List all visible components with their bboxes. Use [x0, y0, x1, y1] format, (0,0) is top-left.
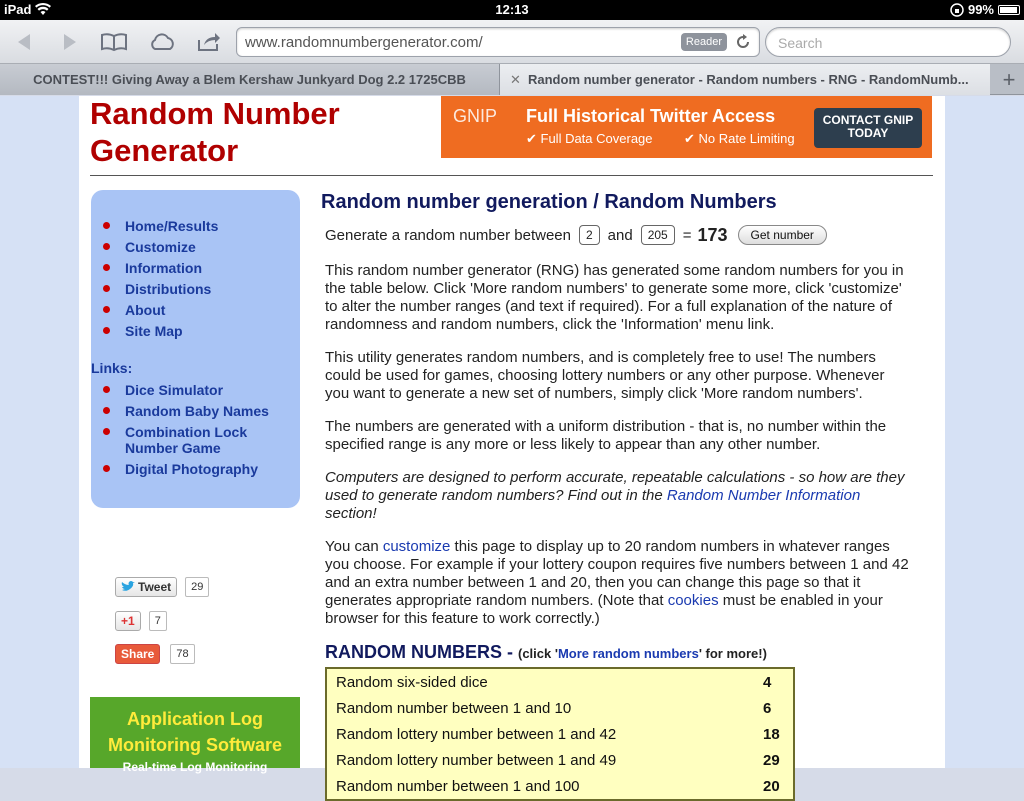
ad-feature: ✔ No Rate Limiting [684, 131, 795, 146]
share-icon[interactable] [195, 30, 223, 54]
icloud-tabs-icon[interactable] [147, 30, 177, 54]
more-random-numbers-link[interactable]: More random numbers [557, 646, 699, 661]
bookmarks-icon[interactable] [100, 30, 128, 54]
max-input[interactable]: 205 [641, 225, 675, 245]
ad-feature: ✔ Full Data Coverage [526, 131, 653, 146]
clock: 12:13 [495, 2, 529, 17]
gplus-button[interactable]: +1 [115, 611, 141, 631]
table-row: Random lottery number between 1 and 49 29 [336, 752, 780, 769]
page-title: Random number generation / Random Numbers [321, 191, 777, 213]
main-nav [91, 218, 300, 344]
random-number-information-link[interactable]: Random Number Information [666, 487, 861, 504]
tab-label: Random number generator - Random numbers - RNG - RandomNumb... [528, 72, 969, 87]
equals-label: = [682, 226, 692, 244]
link-digital-photography[interactable]: Digital Photography [91, 461, 300, 477]
tweet-widget [115, 577, 209, 597]
main-content [321, 190, 921, 801]
url-bar[interactable] [236, 27, 760, 57]
page-content [79, 96, 945, 795]
url-text: www.randomnumbergenerator.com/ [245, 34, 483, 51]
table-row: Random number between 1 and 10 6 [336, 700, 772, 717]
links-nav [91, 382, 300, 482]
table-row: Random lottery number between 1 and 42 18 [336, 726, 780, 743]
result-value: 173 [697, 224, 728, 245]
rotation-lock-icon [950, 3, 964, 17]
nav-about[interactable]: About [91, 302, 300, 318]
table-row: Random number between 1 and 100 20 [336, 778, 780, 795]
table-row: Random six-sided dice 4 [336, 674, 772, 691]
tweet-button[interactable]: Tweet [115, 577, 177, 597]
gplus-widget [115, 611, 167, 631]
share-widget [115, 644, 195, 664]
share-button[interactable]: Share [115, 644, 160, 664]
customize-paragraph: You can customize this page to display up to 20 random numbers in whatever ranges you choose. For example if your lottery coupon requires five numbers between 1 and 42 and an extra number between 1 and 20, then you can change this page so that it generates appropriate random numbers. (Note that cookies must be enabled in your browser for this feature to work correctly.) [325, 538, 909, 627]
tab-bar [0, 64, 1024, 95]
nav-information[interactable]: Information [91, 260, 300, 276]
browser-toolbar [0, 20, 1024, 64]
device-label: iPad [4, 2, 32, 17]
free-use-paragraph: This utility generates random numbers, and is completely free to use! The numbers could be used for games, choosing lottery numbers or any other purpose. Whenever you want to generate a new set of numbers, simply click 'More random numbers'. [325, 349, 885, 402]
contact-gnip-button[interactable]: CONTACT GNIP TODAY [814, 108, 922, 148]
search-input[interactable]: Search [765, 27, 1011, 57]
get-number-button[interactable]: Get number [738, 225, 827, 245]
status-bar [0, 0, 1024, 20]
gnip-logo: GNIP [453, 106, 498, 126]
log-monitoring-ad[interactable] [90, 697, 300, 774]
nav-distributions[interactable]: Distributions [91, 281, 300, 297]
reload-icon[interactable] [735, 33, 751, 51]
generator-label: Generate a random number between [325, 226, 571, 244]
intro-paragraph: This random number generator (RNG) has generated some random numbers for you in the table below. Click 'More random numbers' to generate some more, click 'customize' to alter the number ranges (and text if required). For a full explanation of the nature of randomness and random numbers, click the 'Information' menu link. [325, 262, 904, 333]
sidebar [91, 190, 300, 508]
tweet-count: 29 [185, 577, 209, 597]
reader-button[interactable]: Reader [681, 33, 727, 51]
new-tab-icon[interactable]: + [1002, 67, 1016, 92]
customize-link[interactable]: customize [382, 538, 451, 555]
twitter-bird-icon [121, 581, 135, 593]
tab-random-number-generator[interactable] [500, 64, 990, 95]
cookies-link[interactable]: cookies [667, 592, 719, 609]
link-random-baby-names[interactable]: Random Baby Names [91, 403, 300, 419]
ad-headline: Full Historical Twitter Access [526, 106, 776, 126]
computers-paragraph: Computers are designed to perform accurate, repeatable calculations - so how are they used to generate random numbers? Find out in the Random Number Information section! [325, 469, 905, 522]
and-label: and [607, 226, 633, 244]
back-icon[interactable] [12, 30, 36, 54]
site-title[interactable]: Random Number Generator [90, 96, 340, 168]
close-tab-icon[interactable]: ✕ [510, 72, 521, 87]
links-heading: Links: [91, 360, 133, 376]
generator-form [325, 223, 921, 247]
divider [90, 175, 933, 176]
battery-icon [998, 5, 1020, 15]
tab-contest[interactable]: CONTEST!!! Giving Away a Blem Kershaw Junkyard Dog 2.2 1725CBB [0, 64, 500, 95]
battery-percent: 99% [967, 2, 994, 17]
min-input[interactable]: 2 [579, 225, 600, 245]
gplus-count: 7 [149, 611, 167, 631]
link-combination-lock[interactable]: Combination Lock Number Game [91, 424, 300, 456]
nav-customize[interactable]: Customize [91, 239, 300, 255]
ad-subtitle: Real-time Log Monitoring [122, 760, 268, 774]
gnip-ad-banner[interactable] [441, 96, 932, 158]
forward-icon[interactable] [58, 30, 82, 54]
distribution-paragraph: The numbers are generated with a uniform distribution - that is, no number within the specified range is any more or less likely to appear than any other number. [325, 418, 887, 453]
nav-home-results[interactable]: Home/Results [91, 218, 300, 234]
ad-title: Application Log Monitoring Software [108, 709, 282, 755]
random-numbers-table [325, 667, 795, 801]
web-page [0, 96, 1024, 795]
nav-site-map[interactable]: Site Map [91, 323, 300, 339]
link-dice-simulator[interactable]: Dice Simulator [91, 382, 300, 398]
share-count: 78 [170, 644, 194, 664]
random-numbers-heading: RANDOM NUMBERS - (click 'More random numbers' for more!) [325, 642, 767, 662]
